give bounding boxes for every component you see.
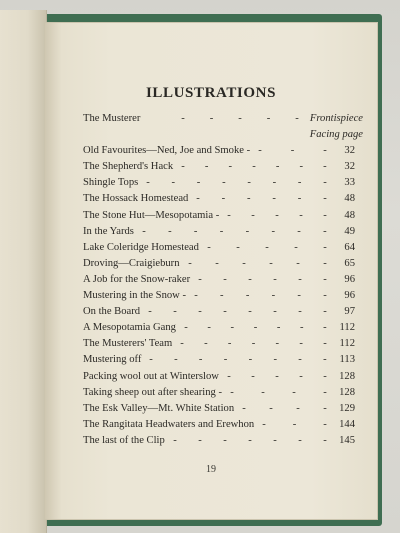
list-item [83,320,363,336]
list-item [83,159,363,175]
entry-page: 128 [339,370,355,382]
entry-label: A Mesopotamia Gang [83,322,176,334]
list-item [83,256,363,272]
list-item [83,288,363,304]
page-number: 19 [206,464,216,475]
entry-label: The Musterers' Team [83,338,173,350]
entry-page: 112 [339,322,355,334]
entry-label: The Hossack Homestead [83,193,189,205]
page-title: ILLUSTRATIONS [145,85,277,101]
entry-label: The last of the Clip [83,434,165,446]
leader-dashes: - - - - - - - [173,434,327,446]
entry-page: 64 [344,241,355,253]
entry-label: Shingle Tops [83,177,139,189]
entry-page: 129 [339,402,355,414]
entry-page: 97 [344,306,355,318]
leader-dashes: - - - - - [207,241,327,253]
leader-dashes: - - - - - - [196,193,327,205]
list-item [83,191,363,207]
illustrations-list [83,111,363,449]
list-item [83,352,363,368]
entry-page: 32 [344,145,355,157]
list-item [83,208,363,224]
entry-page: 96 [344,290,355,302]
entry-page: 48 [344,193,355,205]
entry-page: 49 [344,225,355,237]
leader-dashes: - - - - - - - - [148,306,327,318]
entry-label: Mustering in the Snow - [83,290,186,302]
list-item-frontispiece [83,111,363,127]
leader-dashes: - - - - - - - [180,338,327,350]
list-item [83,272,363,288]
entry-label: The Musterer [83,113,141,124]
entry-page: Frontispiece [309,113,363,124]
entry-label: Lake Coleridge Homestead [83,241,199,253]
entry-label: Mustering off [83,354,142,366]
entry-page: 113 [339,354,355,366]
list-item [83,401,363,417]
leader-dashes: - - - - [230,386,327,398]
leader-dashes: - - - - - - [194,290,327,302]
leader-dashes: - - - - - - - - [146,177,327,189]
entry-label: Old Favourites—Ned, Joe and Smoke - [83,145,251,157]
entry-label: Taking sheep out after shearing - [83,386,222,398]
entry-page: 96 [344,273,355,285]
leader-dashes: - - - - - [227,209,327,221]
entry-page: 128 [339,386,355,398]
leader-dashes: - - - - [242,402,327,414]
leader-dashes: - - - - - - - [184,322,327,334]
leader-dashes: - - - - - - - [181,161,327,173]
entry-label: The Shepherd's Hack [83,161,174,173]
entry-label: A Job for the Snow-raker [83,273,191,285]
entry-page: 144 [339,418,355,430]
leader-dashes: - - - - - - - - [142,225,327,237]
entry-page: 145 [339,434,355,446]
leader-dashes: - - - [258,145,327,157]
leader-dashes: - - - [262,418,327,430]
list-item [83,224,363,240]
entry-label: In the Yards [83,225,134,237]
list-item [83,336,363,352]
left-page-edge [0,10,47,533]
leader-dashes: - - - - - [181,113,299,124]
list-item-facing-page-note [83,127,363,143]
entry-page: 112 [339,338,355,350]
book-page [44,22,378,520]
list-item [83,240,363,256]
list-item [83,175,363,191]
entry-label: Droving—Craigieburn [83,257,180,269]
entry-page: 33 [344,177,355,189]
leader-dashes: - - - - - - - - [149,354,327,366]
entry-page: 65 [344,257,355,269]
entry-label: The Esk Valley—Mt. White Station [83,402,235,414]
entry-label: On the Board [83,306,141,318]
entry-label: The Stone Hut—Mesopotamia - [83,209,220,221]
list-item [83,304,363,320]
list-item [83,143,363,159]
entry-label: Packing wool out at Winterslow [83,370,219,382]
list-item [83,417,363,433]
list-item [83,385,363,401]
entry-page: 48 [344,209,355,221]
entry-label: The Rangitata Headwaters and Erewhon [83,418,255,430]
leader-dashes: - - - - - - [198,273,327,285]
facing-page-note: Facing page [309,129,363,141]
list-item [83,433,363,449]
leader-dashes: - - - - - - [188,257,327,269]
leader-dashes: - - - - - [227,370,327,382]
entry-page: 32 [344,161,355,173]
list-item [83,369,363,385]
